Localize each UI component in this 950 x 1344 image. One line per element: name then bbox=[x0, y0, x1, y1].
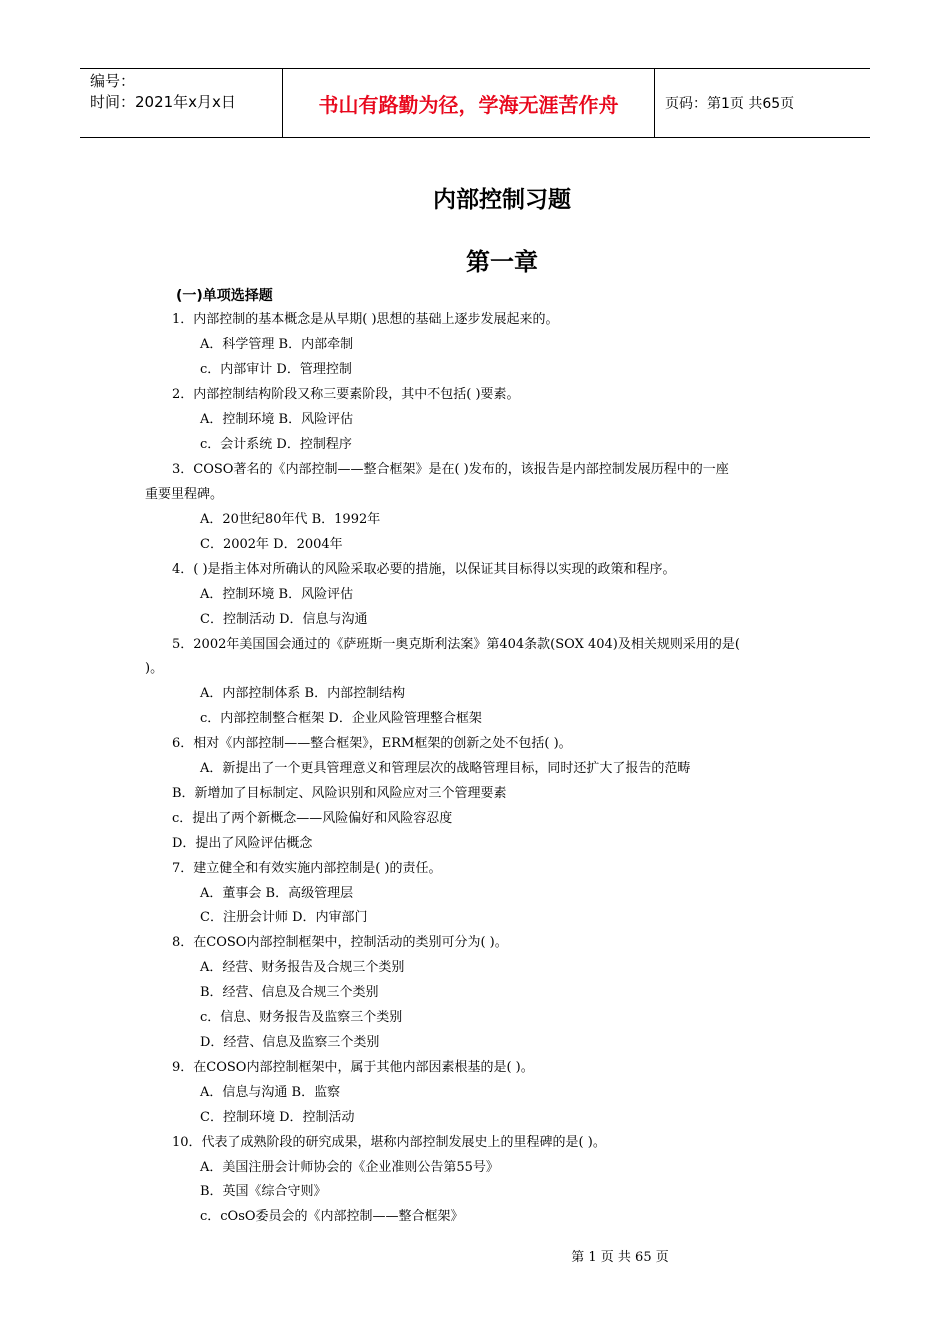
option-line: D．提出了风险评估概念 bbox=[172, 836, 313, 851]
question-line: 3．COSO著名的《内部控制——整合框架》是在( )发布的，该报告是内部控制发展历程中的一座 bbox=[172, 462, 729, 477]
option-line: c．会计系统 D．控制程序 bbox=[200, 437, 352, 452]
question-line: 7．建立健全和有效实施内部控制是( )的责任。 bbox=[172, 861, 442, 876]
option-line: A．20世纪80年代 B．1992年 bbox=[200, 512, 381, 527]
option-line: A．美国注册会计师协会的《企业准则公告第55号》 bbox=[200, 1160, 499, 1175]
option-line: c．cOsO委员会的《内部控制——整合框架》 bbox=[200, 1209, 464, 1224]
option-line: A．经营、财务报告及合规三个类别 bbox=[200, 960, 405, 975]
question-line: 6．相对《内部控制——整合框架》，ERM框架的创新之处不包括( )。 bbox=[172, 736, 572, 751]
option-line: A．信息与沟通 B．监察 bbox=[200, 1085, 341, 1100]
number-label: 编号： bbox=[90, 72, 136, 90]
question-line: 1．内部控制的基本概念是从早期( )思想的基础上逐步发展起来的。 bbox=[172, 312, 559, 327]
option-line: A．科学管理 B．内部牵制 bbox=[200, 337, 354, 352]
option-line: D．经营、信息及监察三个类别 bbox=[200, 1035, 380, 1050]
document-title: 内部控制习题 bbox=[433, 187, 571, 213]
page-header bbox=[80, 68, 870, 138]
section-title: (一)单项选择题 bbox=[176, 288, 273, 304]
chapter-title: 第一章 bbox=[466, 248, 538, 276]
question-line: 10．代表了成熟阶段的研究成果，堪称内部控制发展史上的里程碑的是( )。 bbox=[172, 1135, 606, 1150]
option-line: C．控制环境 D．控制活动 bbox=[200, 1110, 355, 1125]
header-motto: 书山有路勤为径，学海无涯苦作舟 bbox=[282, 69, 655, 137]
option-line: B．新增加了目标制定、风险识别和风险应对三个管理要素 bbox=[172, 786, 507, 801]
option-line: C．控制活动 D．信息与沟通 bbox=[200, 612, 368, 627]
question-line: 重要里程碑。 bbox=[145, 487, 224, 502]
header-page-info: 页码：第1页 共65页 bbox=[665, 96, 795, 112]
option-line: c．提出了两个新概念——风险偏好和风险容忍度 bbox=[172, 811, 453, 826]
question-line: 2．内部控制结构阶段又称三要素阶段，其中不包括( )要素。 bbox=[172, 387, 520, 402]
option-line: c．内部控制整合框架 D．企业风险管理整合框架 bbox=[200, 711, 482, 726]
time-label: 时间：2021年x月x日 bbox=[90, 93, 236, 111]
header-meta bbox=[80, 69, 282, 137]
option-line: A．内部控制体系 B．内部控制结构 bbox=[200, 686, 406, 701]
option-line: C．2002年 D．2004年 bbox=[200, 537, 343, 552]
option-line: C．注册会计师 D．内审部门 bbox=[200, 910, 368, 925]
question-line: )。 bbox=[145, 661, 164, 676]
option-line: A．控制环境 B．风险评估 bbox=[200, 587, 354, 602]
page-footer: 第 1 页 共 65 页 bbox=[571, 1250, 669, 1265]
option-line: c．内部审计 D．管理控制 bbox=[200, 362, 352, 377]
option-line: B．经营、信息及合规三个类别 bbox=[200, 985, 379, 1000]
question-line: 5．2002年美国国会通过的《萨班斯一奥克斯利法案》第404条款(SOX 404)及相关规则采用的是( bbox=[172, 637, 740, 652]
option-line: c．信息、财务报告及监察三个类别 bbox=[200, 1010, 403, 1025]
option-line: A．新提出了一个更具管理意义和管理层次的战略管理目标，同时还扩大了报告的范畴 bbox=[200, 761, 691, 776]
question-line: 4．( )是指主体对所确认的风险采取必要的措施，以保证其目标得以实现的政策和程序。 bbox=[172, 562, 676, 577]
option-line: B．英国《综合守则》 bbox=[200, 1184, 327, 1199]
option-line: A．董事会 B．高级管理层 bbox=[200, 886, 354, 901]
question-line: 8．在COSO内部控制框架中，控制活动的类别可分为( )。 bbox=[172, 935, 508, 950]
question-line: 9．在COSO内部控制框架中，属于其他内部因素根基的是( )。 bbox=[172, 1060, 534, 1075]
option-line: A．控制环境 B．风险评估 bbox=[200, 412, 354, 427]
